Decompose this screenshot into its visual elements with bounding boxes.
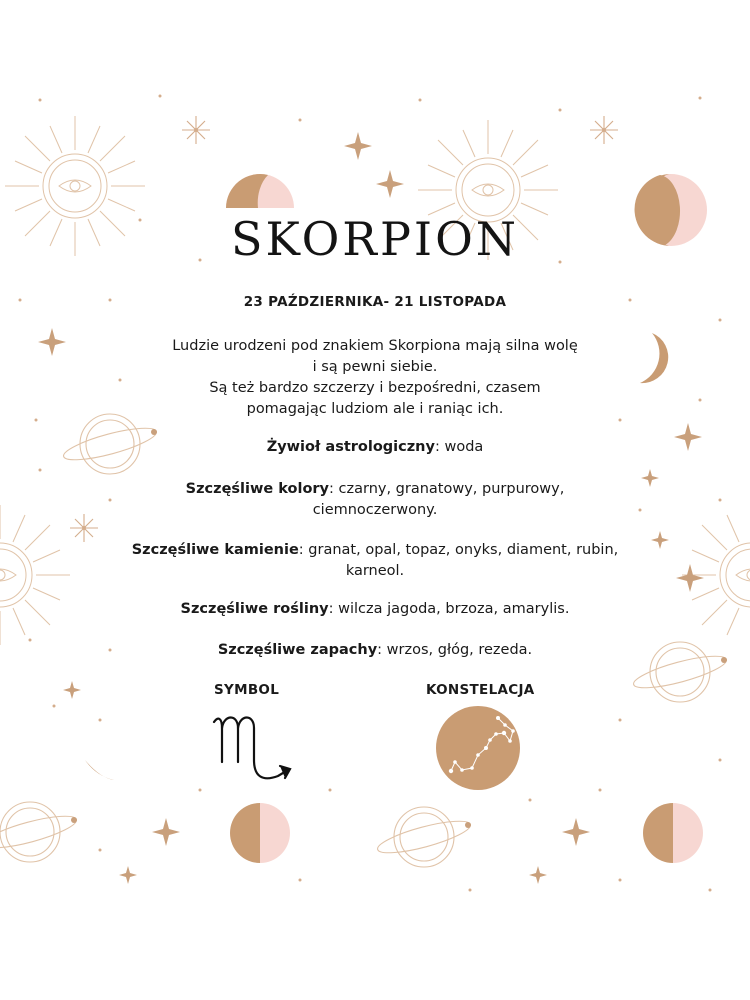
sparkle-star-icon — [344, 132, 372, 160]
moon-phase-icon — [230, 803, 290, 863]
sparkle-star-icon — [651, 531, 669, 549]
stones-info: Szczęśliwe kamienie: granat, opal, topaz, onyks, diament, rubin, karneol. — [131, 542, 619, 579]
planet-ring-icon — [0, 802, 79, 862]
moon-phase-icon — [643, 803, 703, 863]
sparkle-star-icon — [529, 866, 547, 884]
scorpio-constellation-icon — [436, 706, 520, 790]
plants-info: Szczęśliwe rośliny: wilcza jagoda, brzoza, amarylis. — [180, 601, 570, 617]
element-info: Żywioł astrologiczny: woda — [266, 439, 484, 455]
element-value: woda — [444, 439, 484, 455]
date-range: 23 PAŹDZIERNIKA- 21 LISTOPADA — [243, 294, 507, 310]
symbol-label: SYMBOL — [214, 682, 280, 698]
description-line: Są też bardzo szczerzy i bezpośredni, czasem — [209, 380, 541, 396]
colors-info: Szczęśliwe kolory: czarny, granatowy, purpurowy, ciemnoczerwony. — [185, 481, 565, 518]
sparkle-star-icon — [70, 514, 98, 542]
colors-value: ciemnoczerwony. — [312, 502, 438, 518]
constellation-label: KONSTELACJA — [426, 682, 535, 698]
plants-label: Szczęśliwe rośliny — [180, 601, 329, 617]
element-label: Żywioł astrologiczny — [266, 439, 435, 455]
sparkle-star-icon — [674, 423, 702, 451]
colors-value: czarny, granatowy, purpurowy, — [338, 481, 565, 497]
sparkle-star-icon — [38, 328, 66, 356]
page-title: SKORPION — [230, 212, 520, 266]
sparkle-star-icon — [676, 564, 704, 592]
scents-value: wrzos, głóg, rezeda. — [386, 642, 533, 658]
stones-value: karneol. — [345, 563, 405, 579]
crescent-moon-icon — [85, 760, 114, 780]
sparkle-star-icon — [182, 116, 210, 144]
plants-value: wilcza jagoda, brzoza, amarylis. — [338, 601, 570, 617]
sparkle-star-icon — [63, 681, 81, 699]
sparkle-star-icon — [590, 116, 618, 144]
planet-ring-icon — [375, 807, 473, 867]
description-line: pomagając ludziom ale i raniąc ich. — [246, 401, 504, 417]
sparkle-star-icon — [119, 866, 137, 884]
sparkle-star-icon — [562, 818, 590, 846]
sparkle-star-icon — [376, 170, 404, 198]
description — [100, 336, 650, 420]
scorpio-glyph-icon — [214, 718, 290, 779]
stones-label: Szczęśliwe kamienie — [131, 542, 299, 558]
colors-label: Szczęśliwe kolory — [185, 481, 330, 497]
moon-phase-icon — [226, 174, 294, 208]
sun-eye-icon — [0, 505, 70, 645]
scents-label: Szczęśliwe zapachy — [217, 642, 378, 658]
description-line: Ludzie urodzeni pod znakiem Skorpiona mają silna wolę — [172, 338, 578, 354]
sparkle-star-icon — [152, 818, 180, 846]
scents-info: Szczęśliwe zapachy: wrzos, głóg, rezeda. — [217, 642, 533, 658]
stones-value: granat, opal, topaz, onyks, diament, rubin, — [308, 542, 619, 558]
description-line: i są pewni siebie. — [312, 359, 438, 375]
